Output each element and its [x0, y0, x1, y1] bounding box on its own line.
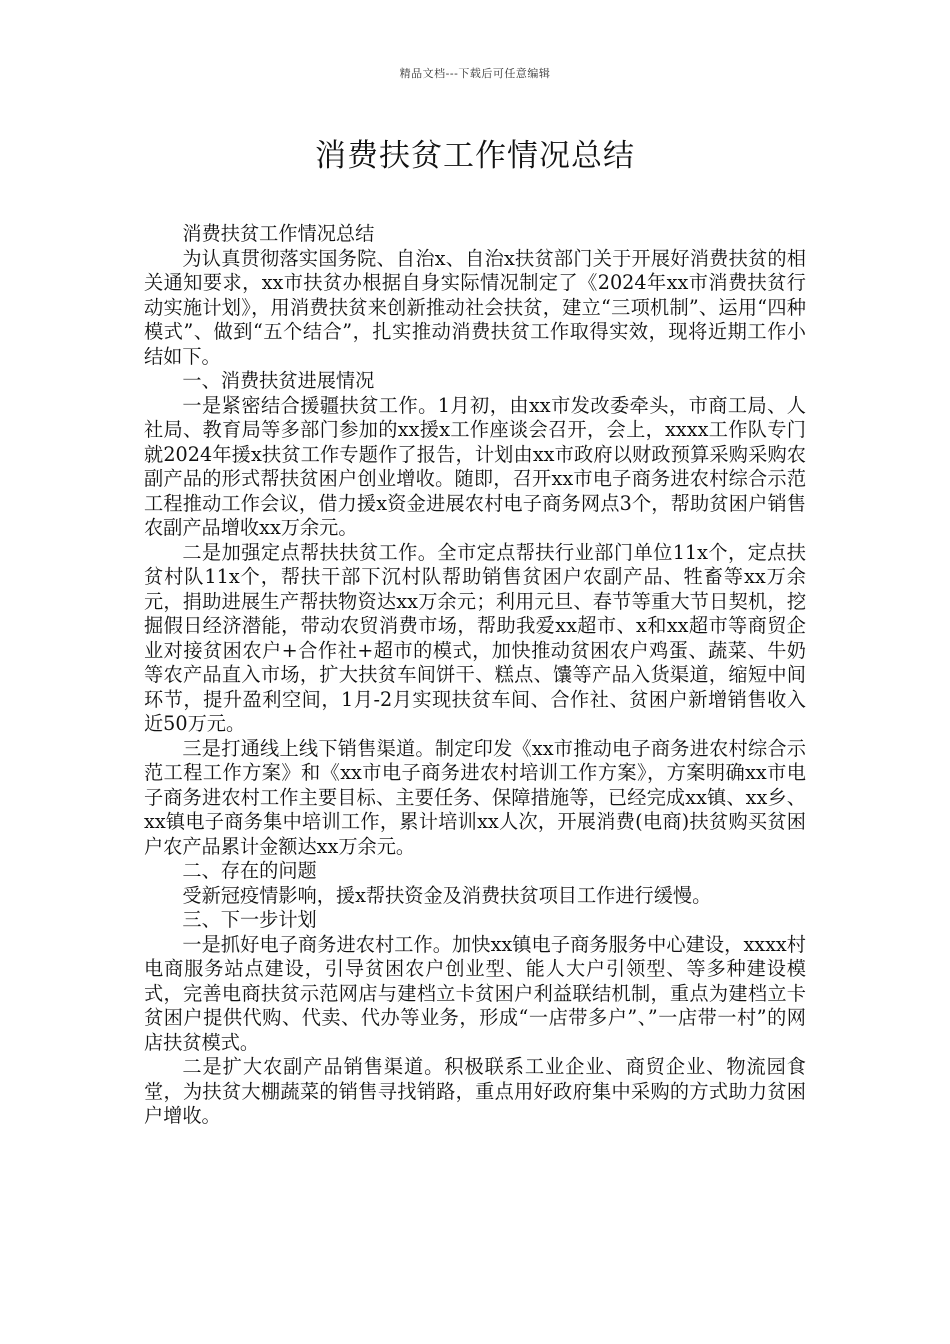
section-heading-problems: 二、存在的问题 [182, 859, 317, 882]
paragraph-sales-channels: 三是打通线上线下销售渠道。制定印发《xx市推动电子商务进农村综合示范工程工作方案》和《xx市电子商务进农村培训工作方案》，方案明确xx市电子商务进农村工作主要目标、主要任务、保障措施等，已经完成xx镇、xx乡、xx镇电子商务集中培训工作，累计培训xx人次，开展消费(电商)扶贫购买贫困户农产品累计金额达xx万余元。 [144, 736, 806, 858]
paragraph-expand-channels: 二是扩大农副产品销售渠道。积极联系工业企业、商贸企业、物流园食堂，为扶贫大棚蔬菜的销售寻找销路，重点用好政府集中采购的方式助力贫困户增收。 [144, 1055, 806, 1127]
header-note: 精品文档---下载后可任意编辑 [399, 67, 551, 80]
section-heading-next-plan: 三、下一步计划 [182, 908, 317, 931]
paragraph-targeted-assistance: 二是加强定点帮扶扶贫工作。全市定点帮扶行业部门单位11x个，定点扶贫村队11x个，帮扶干部下沉村队帮助销售贫困户农副产品、牲畜等xx万余元，捐助进展生产帮扶物资达xx万余元；利用元旦、春节等重大节日契机，挖掘假日经济潜能，带动农贸消费市场，帮助我爱xx超市、x和xx超市等商贸企业对接贫困农户+合作社+超市的模式，加快推动贫困农户鸡蛋、蔬菜、牛奶等农产品直入市场，扩大扶贫车间饼干、糕点、馕等产品入货渠道，缩短中间环节，提升盈利空间，1月-2月实现扶贫车间、合作社、贫困户新增销售收入近50万元。 [144, 540, 806, 735]
paragraph-xinjiang-aid: 一是紧密结合援疆扶贫工作。1月初，由xx市发改委牵头，市商工局、人社局、教育局等多部门参加的xx援x工作座谈会召开，会上，xxxx工作队专门就2024年援x扶贫工作专题作了报告，计划由xx市政府以财政预算采购采购农副产品的形式帮扶贫困户创业增收。随即，召开xx市电子商务进农村综合示范工程推动工作会议，借力援x资金进展农村电子商务网点3个，帮助贫困户销售农副产品增收xx万余元。 [144, 393, 806, 539]
document-title: 消费扶贫工作情况总结 [315, 138, 635, 174]
paragraph-ecommerce-plan: 一是抓好电子商务进农村工作。加快xx镇电子商务服务中心建设，xxxx村电商服务站点建设，引导贫困农户创业型、能人大户引领型、等多种建设模式，完善电商扶贫示范网店与建档立卡贫困户利益联结机制，重点为建档立卡贫困户提供代购、代卖、代办等业务，形成“一店带多户”、”一店带一村”的网店扶贫模式。 [144, 932, 806, 1054]
section-heading-progress: 一、消费扶贫进展情况 [182, 369, 375, 392]
document-body [144, 222, 806, 1129]
intro-paragraph: 为认真贯彻落实国务院、自治x、自治x扶贫部门关于开展好消费扶贫的相关通知要求，xx市扶贫办根据自身实际情况制定了《2024年xx市消费扶贫行动实施计划》，用消费扶贫来创新推动社会扶贫，建立“三项机制”、运用“四种模式”、做到“五个结合”，扎实推动消费扶贫工作取得实效，现将近期工作小结如下。 [144, 246, 806, 368]
subtitle-paragraph: 消费扶贫工作情况总结 [182, 222, 375, 245]
paragraph-problems: 受新冠疫情影响，援x帮扶资金及消费扶贫项目工作进行缓慢。 [182, 883, 712, 907]
